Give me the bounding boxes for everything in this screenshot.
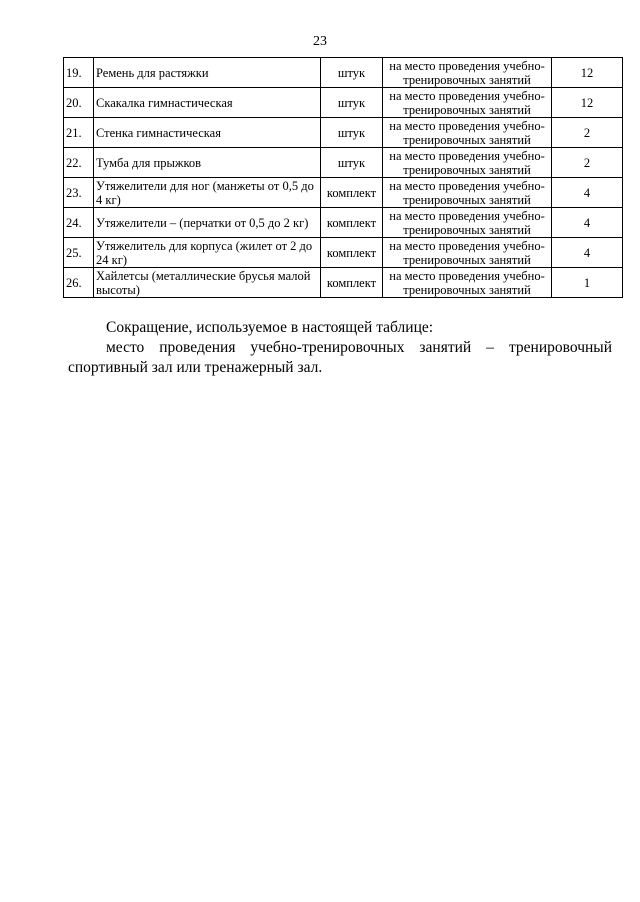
quantity: 4 (552, 208, 623, 238)
delivery-place: на место проведения учебно-тренировочных занятий (383, 88, 552, 118)
delivery-place: на место проведения учебно-тренировочных занятий (383, 118, 552, 148)
unit-of-measure: комплект (321, 208, 383, 238)
equipment-name: Хайлетсы (металлические брусья малой высоты) (94, 268, 321, 298)
delivery-place: на место проведения учебно-тренировочных занятий (383, 238, 552, 268)
row-number: 20. (64, 88, 94, 118)
unit-of-measure: штук (321, 118, 383, 148)
equipment-name: Скакалка гимнастическая (94, 88, 321, 118)
equipment-table (63, 57, 623, 298)
row-number: 24. (64, 208, 94, 238)
quantity: 12 (552, 88, 623, 118)
unit-of-measure: штук (321, 148, 383, 178)
table-row (64, 88, 623, 118)
delivery-place: на место проведения учебно-тренировочных занятий (383, 178, 552, 208)
quantity: 4 (552, 238, 623, 268)
unit-of-measure: комплект (321, 178, 383, 208)
note-body-line: место проведения учебно-тренировочных занятий – тренировочный (106, 339, 612, 356)
table-row (64, 268, 623, 298)
equipment-name: Ремень для растяжки (94, 58, 321, 88)
quantity: 12 (552, 58, 623, 88)
quantity: 2 (552, 148, 623, 178)
delivery-place: на место проведения учебно-тренировочных занятий (383, 58, 552, 88)
row-number: 19. (64, 58, 94, 88)
table-row (64, 238, 623, 268)
note-title: Сокращение, используемое в настоящей таблице: (106, 319, 434, 336)
table-row (64, 178, 623, 208)
row-number: 21. (64, 118, 94, 148)
unit-of-measure: штук (321, 58, 383, 88)
table-row (64, 148, 623, 178)
row-number: 26. (64, 268, 94, 298)
quantity: 1 (552, 268, 623, 298)
note-body-line: спортивный зал или тренажерный зал. (68, 359, 323, 376)
equipment-name: Утяжелитель для корпуса (жилет от 2 до 24 кг) (94, 238, 321, 268)
equipment-name: Тумба для прыжков (94, 148, 321, 178)
equipment-name: Утяжелители – (перчатки от 0,5 до 2 кг) (94, 208, 321, 238)
quantity: 4 (552, 178, 623, 208)
equipment-name: Утяжелители для ног (манжеты от 0,5 до 4 кг) (94, 178, 321, 208)
unit-of-measure: комплект (321, 238, 383, 268)
row-number: 22. (64, 148, 94, 178)
quantity: 2 (552, 118, 623, 148)
table-row (64, 118, 623, 148)
delivery-place: на место проведения учебно-тренировочных занятий (383, 208, 552, 238)
page-number: 23 (313, 34, 327, 49)
abbreviation-note (68, 318, 612, 378)
table-row (64, 58, 623, 88)
unit-of-measure: штук (321, 88, 383, 118)
unit-of-measure: комплект (321, 268, 383, 298)
delivery-place: на место проведения учебно-тренировочных занятий (383, 148, 552, 178)
delivery-place: на место проведения учебно-тренировочных занятий (383, 268, 552, 298)
row-number: 23. (64, 178, 94, 208)
equipment-name: Стенка гимнастическая (94, 118, 321, 148)
table-row (64, 208, 623, 238)
row-number: 25. (64, 238, 94, 268)
